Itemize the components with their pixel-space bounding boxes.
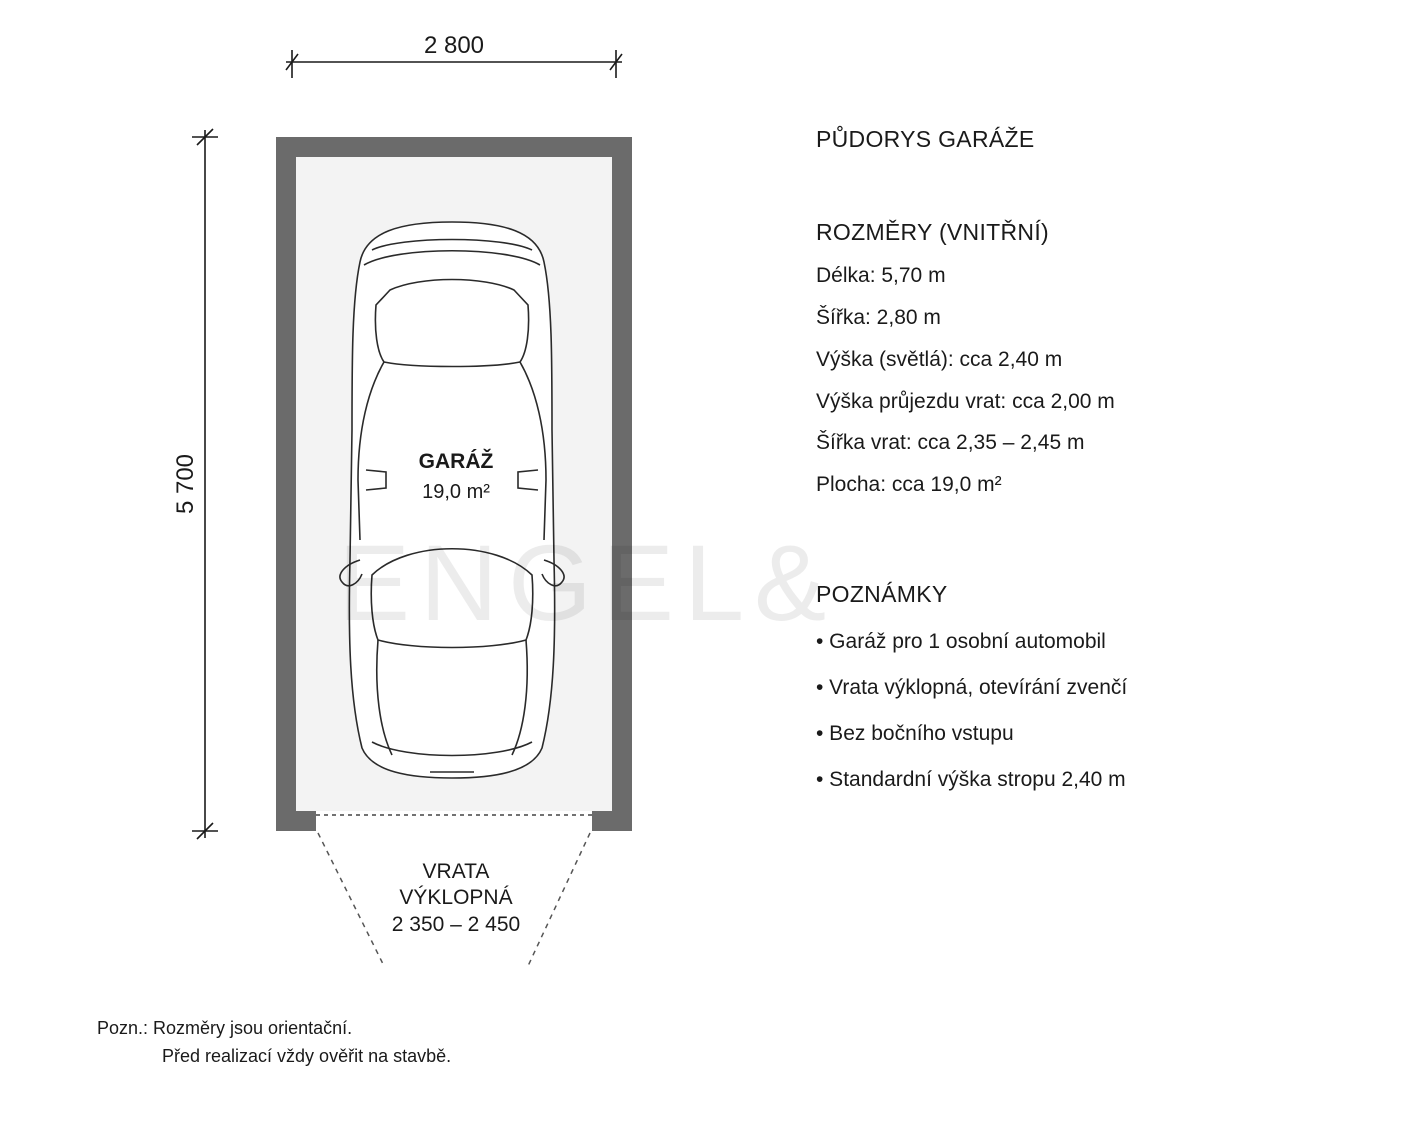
room-name: GARÁŽ [418,450,494,473]
dimension-length: Délka: 5,70 m [816,264,946,287]
plan-title: PŮDORYS GARÁŽE [816,126,1035,152]
note-item: • Bez bočního vstupu [816,722,1014,745]
door-label-line2: VÝKLOPNÁ [399,886,513,909]
note-item: • Vrata výklopná, otevírání zvenčí [816,676,1128,699]
note-item: • Standardní výška stropu 2,40 m [816,768,1126,791]
room-area: 19,0 m² [422,481,490,503]
dimension-area: Plocha: cca 19,0 m² [816,473,1002,496]
note-item: • Garáž pro 1 osobní automobil [816,630,1106,653]
dimension-door-height: Výška průjezdu vrat: cca 2,00 m [816,390,1115,413]
dimension-width: Šířka: 2,80 m [816,306,941,329]
notes-heading: POZNÁMKY [816,581,948,607]
dimension-height: Výška (světlá): cca 2,40 m [816,348,1063,371]
width-dimension-label: 2 800 [423,32,485,59]
footnote-line1: Pozn.: Rozměry jsou orientační. [97,1018,353,1038]
door-label-line3: 2 350 – 2 450 [391,913,521,936]
length-dimension-label: 5 700 [172,453,199,515]
watermark: ENGEL& [338,522,837,643]
dimension-door-width: Šířka vrat: cca 2,35 – 2,45 m [816,431,1085,454]
footnote-line2: Před realizací vždy ověřit na stavbě. [162,1046,452,1066]
door-label-line1: VRATA [422,860,490,883]
dimensions-heading: ROZMĚRY (VNITŘNÍ) [816,219,1049,245]
